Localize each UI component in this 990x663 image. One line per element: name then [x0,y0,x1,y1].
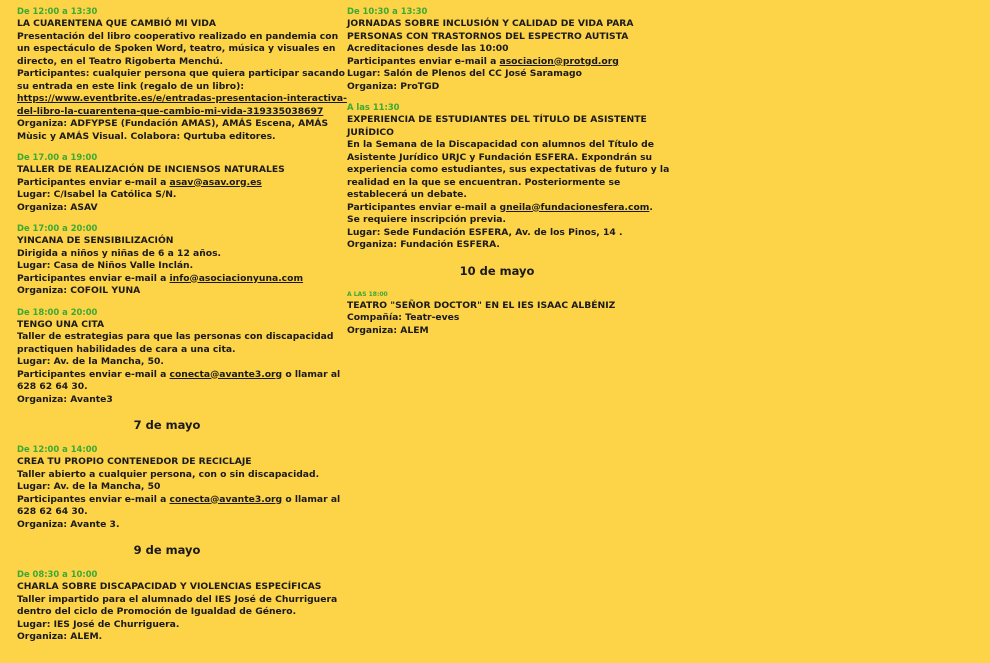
event-taller-de-realizacion-de-inciensos-natur [17,152,317,214]
event-title: TENGO UNA CITA [17,318,105,330]
event-detail-line [17,493,341,507]
event-experiencia-de-estudiantes-del-titulo-de [347,102,670,252]
event-detail-line [17,56,317,69]
event-title: LA CUARENTENA QUE CAMBIÓ MI VIDA [17,18,216,29]
detail-text: Organiza: ALEM [347,324,429,336]
detail-text: Asistente Jurídico URJC y Fundación ESFERA. Expondrán su [347,151,653,163]
detail-text: Lugar: Sede Fundación ESFERA, Av. de los Pinos, 14 . [347,226,623,238]
event-detail-line [17,519,317,532]
event-detail-line [347,127,647,140]
event-la-cuarentena-que-cambio-mi-vida [17,6,347,143]
event-detail-line [347,43,647,56]
event-jornadas-sobre-inclusion-y-calidad-de-vi [347,6,647,93]
detail-text: Lugar: C/Isabel la Católica S/N. [17,189,177,200]
event-detail-line [17,356,317,369]
detail-text: Dirigida a niños y niñas de 6 a 12 años. [17,247,222,259]
right-column [347,6,670,346]
event-detail-line [17,394,317,407]
detail-text: Participantes: cualquier persona que quiera participar sacando [17,68,345,79]
day-heading-10-de-mayo: 10 de mayo [459,263,535,278]
event-detail-line [17,30,339,44]
detail-text: realidad en la que se encuentran. Posteriormente se [347,176,621,188]
event-detail-line [347,151,653,165]
detail-text: Lugar: IES José de Churriguera. [17,618,180,630]
event-time: De 10:30 a 13:30 [347,6,428,16]
event-detail-line [17,619,317,632]
detail-text: Organiza: ProTGD [347,80,440,92]
detail-text: dentro del ciclo de Promoción de Igualdad de Género. [17,606,297,617]
event-detail-line [347,31,647,44]
detail-text: Organiza: Avante 3. [17,518,120,530]
event-detail-line [347,177,647,190]
detail-text: establecerá un debate. [347,189,467,200]
event-title: CHARLA SOBRE DISCAPACIDAD Y VIOLENCIAS ESPECÍFICAS [17,581,322,592]
detail-text: Se requiere inscripción previa. [347,214,506,225]
detail-text: practiquen habilidades de cara a una cita. [17,343,236,355]
event-detail-line [347,201,653,215]
event-time: A LAS 18:00 [347,290,388,298]
event-detail-line [17,260,317,273]
email-link[interactable]: info@asociacionyuna.com [169,272,304,284]
event-yincana-de-sensibilizacion [17,223,317,298]
detail-text: Organiza: Avante3 [17,393,113,405]
event-detail-line [347,56,647,69]
event-detail-line [347,312,647,325]
event-detail-line [17,81,317,94]
detail-text: Lugar: Salón de Plenos del CC José Saramago [347,68,582,79]
event-detail-line [17,606,317,619]
event-crea-tu-propio-contenedor-de-reciclaje [17,444,341,531]
web-link[interactable]: https://www.eventbrite.es/e/entradas-presentacion-interactiva- [17,93,347,104]
event-detail-line [17,344,317,357]
detail-text: Taller impartido para el alumnado del IES José de Churriguera [17,593,338,605]
email-link[interactable]: gneila@fundacionesfera.com [499,201,650,213]
event-detail-line [347,189,647,202]
detail-text: Participantes enviar e-mail a [347,201,500,213]
event-detail-line [347,81,647,94]
event-detail-line [17,506,317,519]
detail-text: Participantes enviar e-mail a [17,368,170,380]
event-time: De 17:00 a 20:00 [17,223,98,233]
event-detail-line [17,381,317,394]
detail-text: Lugar: Casa de Niños Valle Inclán. [17,260,194,271]
left-column [17,6,347,653]
event-detail-line [17,481,317,494]
detail-text: Participantes enviar e-mail a [17,272,170,284]
email-link[interactable]: conecta@avante3.org [169,493,283,505]
detail-text: Organiza: Fundación ESFERA. [347,239,500,250]
event-detail-line [347,325,647,338]
detail-text: PERSONAS CON TRASTORNOS DEL ESPECTRO AUTISTA [347,30,629,42]
event-detail-line [17,273,317,286]
event-title: YINCANA DE SENSIBILIZACIÓN [17,235,174,246]
event-title: EXPERIENCIA DE ESTUDIANTES DEL TÍTULO DE ASISTENTE [347,114,647,125]
event-detail-line [17,468,320,482]
event-detail-line [17,368,341,382]
event-time: De 12:00 a 13:30 [17,6,98,16]
detail-text: Lugar: Av. de la Mancha, 50 [17,481,161,492]
event-detail-line [17,118,329,131]
email-link[interactable]: asociacion@protgd.org [499,55,619,67]
event-title: CREA TU PROPIO CONTENEDOR DE RECICLAJE [17,456,252,467]
event-detail-line [347,227,647,240]
event-detail-line [17,331,334,344]
event-title: JORNADAS SOBRE INCLUSIÓN Y CALIDAD DE VIDA PARA [347,18,634,29]
detail-text: o llamar al [282,493,341,505]
event-detail-line [17,43,336,56]
event-detail-line [17,593,338,607]
event-teatro-senor-doctor-en-el-ies-isaac-albe [347,290,647,338]
event-detail-line [347,214,647,227]
detail-text: Mùsic y AMÁS Visual. Colabora: Qurtuba editores. [17,130,276,142]
email-link[interactable]: asav@asav.org.es [169,176,262,188]
event-detail-line [17,177,317,190]
event-detail-line [17,105,324,119]
detail-text: En la Semana de la Discapacidad con alumnos del Título de [347,139,654,150]
event-detail-line [347,239,647,252]
detail-text: 628 62 64 30. [17,506,88,517]
event-detail-line [17,68,345,81]
event-time: De 17.00 a 19:00 [17,152,98,162]
detail-text: Presentación del libro cooperativo realizado en pandemia con [17,30,339,42]
event-detail-line [17,131,317,144]
web-link[interactable]: del-libro-la-cuarentena-que-cambio-mi-vida-319335038697 [17,105,324,117]
event-detail-line [347,139,654,152]
detail-text: Organiza: ALEM. [17,631,103,642]
event-time: De 18:00 a 20:00 [17,306,98,317]
event-time: A las 11:30 [347,102,400,112]
detail-text: Organiza: COFOIL YUNA [17,285,141,296]
detail-text: . [649,201,653,213]
event-time: De 08:30 a 10:00 [17,569,98,579]
day-heading-7-de-mayo: 7 de mayo [133,418,201,432]
email-link[interactable]: conecta@avante3.org [169,368,283,380]
detail-text: 628 62 64 30. [17,381,88,392]
event-detail-line [17,202,317,215]
event-tengo-una-cita [17,306,341,407]
detail-text: Taller de estrategias para que las personas con discapacidad [17,331,334,342]
event-detail-line [347,68,647,81]
detail-text: Participantes enviar e-mail a [17,176,170,188]
event-detail-line [347,164,670,177]
day-heading-9-de-mayo: 9 de mayo [133,543,201,557]
event-title: TALLER DE REALIZACIÓN DE INCIENSOS NATURALES [17,164,285,175]
detail-text: o llamar al [282,368,341,380]
detail-text: directo, en el Teatro Rigoberta Menchú. [17,55,223,67]
detail-text: Participantes enviar e-mail a [347,55,500,67]
detail-text: Taller abierto a cualquier persona, con o sin discapacidad. [17,468,320,480]
detail-text: experiencia como estudiantes, sus expectativas de futuro y la [347,164,670,175]
event-charla-sobre-discapacidad-y-violencias-e [17,569,338,644]
event-time: De 12:00 a 14:00 [17,444,98,454]
event-detail-line [17,93,347,106]
event-title: TEATRO "SEÑOR DOCTOR" EN EL IES ISAAC ALBÉNIZ [347,299,616,311]
detail-text: Acreditaciones desde las 10:00 [347,43,509,54]
event-detail-line [17,189,317,202]
event-detail-line [17,631,317,644]
detail-text: Compañía: Teatr-eves [347,312,460,323]
detail-text: Lugar: Av. de la Mancha, 50. [17,356,164,367]
detail-text: Organiza: ADFYPSE (Fundación AMAS), AMÁS Escena, AMÁS [17,118,329,129]
detail-text: JURÍDICO [347,126,394,138]
detail-text: Organiza: ASAV [17,201,98,213]
event-detail-line [17,285,317,298]
detail-text: un espectáculo de Spoken Word, teatro, música y visuales en [17,43,336,54]
detail-text: Participantes enviar e-mail a [17,493,170,505]
detail-text: su entrada en este link (regalo de un libro): [17,80,244,92]
event-detail-line [17,248,317,261]
